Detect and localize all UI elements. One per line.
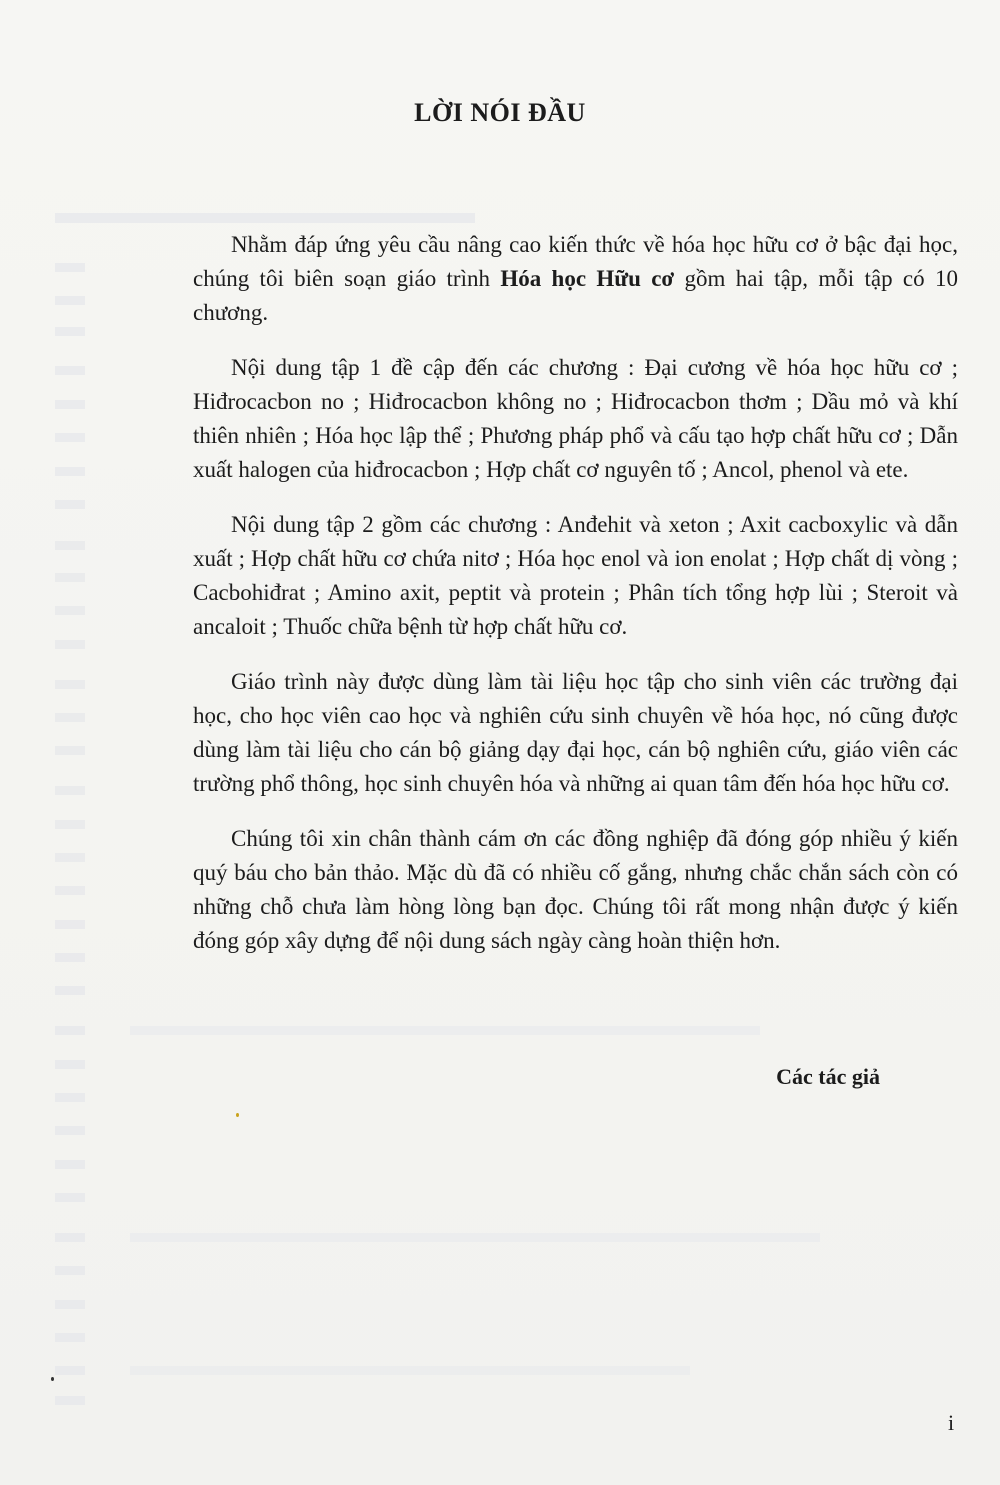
preface-body: [193, 228, 958, 979]
preface-paragraph-1: [193, 228, 958, 330]
book-title-emphasis: Hóa học Hữu cơ: [500, 266, 675, 291]
print-speck: [236, 1113, 239, 1117]
preface-paragraph-5: Chúng tôi xin chân thành cám ơn các đồng nghiệp đã đóng góp nhiều ý kiến quý báu cho bản thảo. Mặc dù đã có nhiều cố gắng, nhưng chắc chắn sách còn có những chỗ chưa làm hòng lòng bạn đọc. Chúng tôi rất mong nhận được ý kiến đóng góp xây dựng để nội dung sách ngày càng hoàn thiện hơn.: [193, 826, 958, 953]
preface-paragraph-2: Nội dung tập 1 đề cập đến các chương : Đại cương về hóa học hữu cơ ; Hiđrocacbon no ; Hiđrocacbon không no ; Hiđrocacbon thơm ; Dầu mỏ và khí thiên nhiên ; Hóa học lập thể ; Phương pháp phổ và cấu tạo hợp chất hữu cơ ; Dẫn xuất halogen của hiđrocacbon ; Hợp chất cơ nguyên tố ; Ancol, phenol và ete.: [193, 355, 958, 482]
preface-paragraph-3: Nội dung tập 2 gồm các chương : Anđehit và xeton ; Axit cacboxylic và dẫn xuất ; Hợp chất hữu cơ chứa nitơ ; Hóa học enol và ion enolat ; Hợp chất dị vòng ; Cacbohiđrat ; Amino axit, peptit và protein ; Phân tích tổng hợp lùi ; Steroit và ancaloit ; Thuốc chữa bệnh từ hợp chất hữu cơ.: [193, 512, 958, 639]
page-number: i: [948, 1410, 955, 1435]
print-speck: [51, 1377, 54, 1381]
page-title: LỜI NÓI ĐẦU: [414, 98, 586, 127]
author-signature: Các tác giả: [776, 1064, 880, 1089]
preface-paragraph-4: Giáo trình này được dùng làm tài liệu học tập cho sinh viên các trường đại học, cho học viên cao học và nghiên cứu sinh chuyên về hóa học, nó cũng được dùng làm tài liệu cho cán bộ giảng dạy đại học, cán bộ nghiên cứu, giáo viên các trường phổ thông, học sinh chuyên hóa và những ai quan tâm đến hóa học hữu cơ.: [193, 669, 958, 796]
paragraph-1-text-end: gồm hai tập, mỗi tập có 10 chương.: [193, 266, 958, 325]
paragraph-1-text-start: Nhằm đáp ứng yêu cầu nâng cao kiến thức về hóa học hữu cơ ở bậc đại học, chúng tôi biên soạn giáo trình: [193, 232, 958, 291]
